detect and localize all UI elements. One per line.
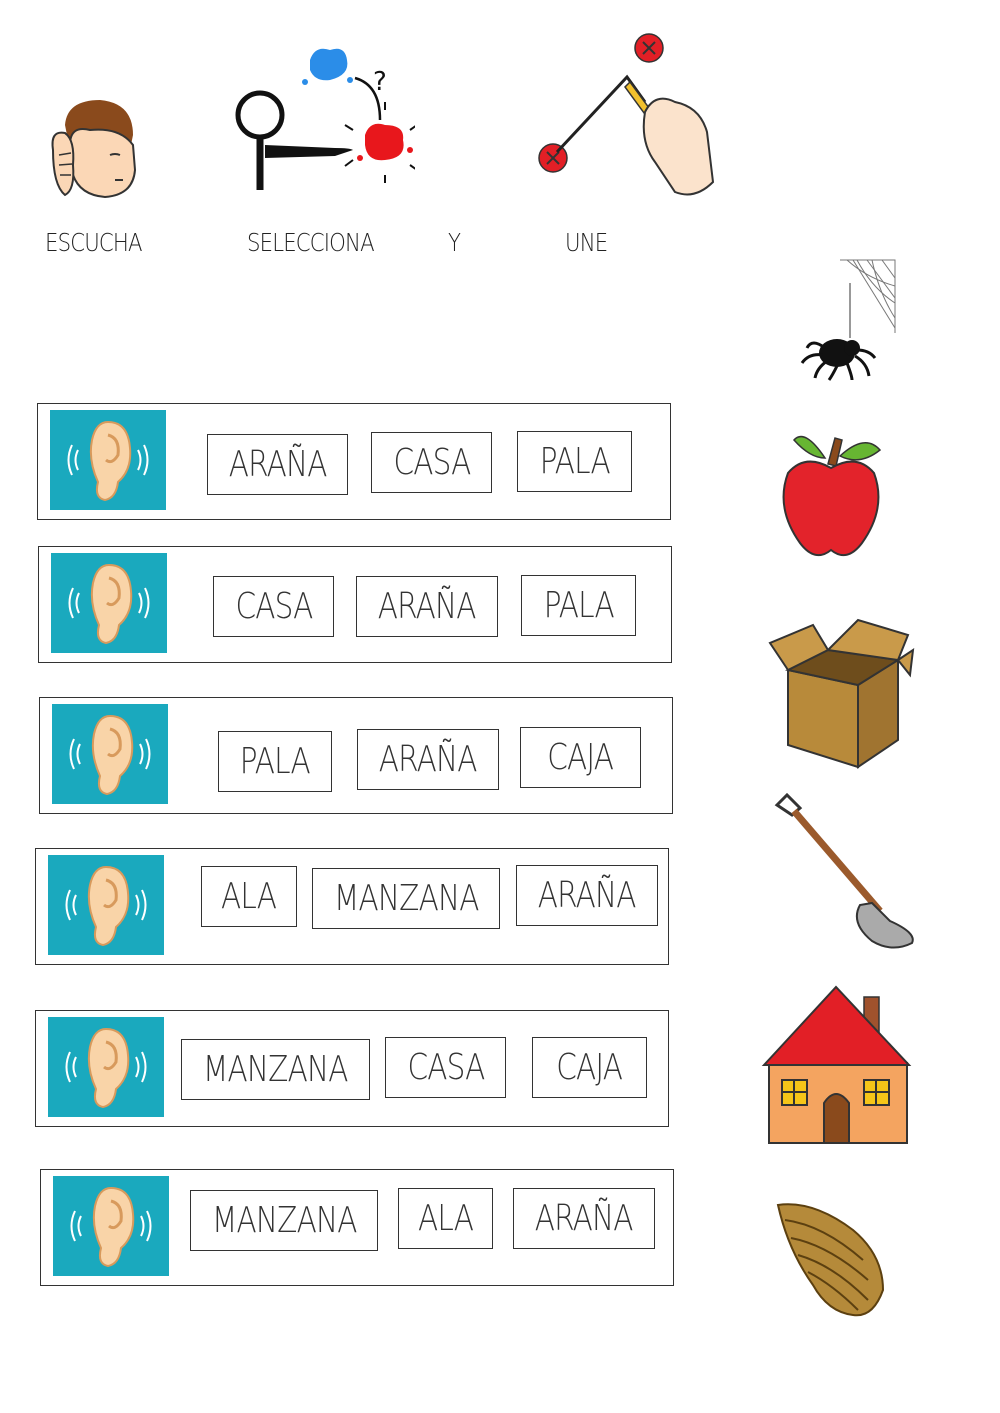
picture-apple[interactable] [780, 428, 882, 560]
svg-text:?: ? [373, 67, 387, 97]
ear-icon [53, 1176, 169, 1276]
word-option[interactable]: CAJA [520, 727, 641, 788]
instruction-listen: ESCUCHA [45, 228, 142, 257]
spider-icon [797, 258, 897, 380]
word-option[interactable]: ARAÑA [357, 729, 499, 790]
word-option[interactable]: CASA [371, 432, 492, 493]
ear-audio-button[interactable] [51, 553, 167, 653]
exercise-row-6 [40, 1169, 674, 1286]
exercise-row-3 [39, 697, 673, 814]
exercise-row-5 [35, 1010, 669, 1127]
ear-audio-button[interactable] [53, 1176, 169, 1276]
hand-drawing-line-icon [535, 32, 720, 204]
person-pointing-icon [235, 40, 415, 195]
exercise-row-2 [38, 546, 672, 663]
ear-audio-button[interactable] [48, 855, 164, 955]
ear-audio-button[interactable] [50, 410, 166, 510]
ear-icon [52, 704, 168, 804]
word-option[interactable]: ALA [398, 1188, 493, 1249]
word-option[interactable]: PALA [218, 731, 332, 792]
join-pictogram [535, 32, 720, 204]
ear-audio-button[interactable] [52, 704, 168, 804]
listen-pictogram [45, 95, 145, 205]
word-option[interactable]: ALA [201, 866, 297, 927]
ear-icon [51, 553, 167, 653]
word-option[interactable]: MANZANA [181, 1039, 370, 1100]
word-option[interactable]: PALA [521, 575, 636, 636]
word-option[interactable]: ARAÑA [516, 865, 658, 926]
word-option[interactable]: PALA [517, 431, 632, 492]
word-option[interactable]: ARAÑA [513, 1188, 655, 1249]
wing-icon [773, 1200, 885, 1318]
picture-box[interactable] [768, 615, 913, 770]
ear-audio-button[interactable] [48, 1017, 164, 1117]
word-option[interactable]: ARAÑA [207, 434, 348, 495]
word-option[interactable]: MANZANA [190, 1190, 378, 1251]
word-option[interactable]: CAJA [532, 1037, 647, 1098]
instruction-join: UNE [565, 228, 608, 257]
picture-spider[interactable] [797, 258, 897, 380]
picture-shovel[interactable] [772, 793, 917, 951]
word-option[interactable]: CASA [213, 576, 334, 637]
word-option[interactable]: CASA [385, 1037, 506, 1098]
apple-icon [780, 428, 882, 560]
exercise-row-1 [37, 403, 671, 520]
shovel-icon [772, 793, 917, 951]
house-icon [764, 985, 909, 1145]
ear-icon [50, 410, 166, 510]
listening-boy-icon [45, 95, 145, 205]
instruction-and: Y [448, 228, 461, 257]
picture-wing[interactable] [773, 1200, 885, 1318]
word-option[interactable]: ARAÑA [356, 576, 498, 637]
instruction-select: SELECCIONA [247, 228, 374, 257]
picture-house[interactable] [764, 985, 909, 1145]
select-pictogram [235, 40, 415, 195]
word-option[interactable]: MANZANA [312, 868, 500, 929]
exercise-row-4 [35, 848, 669, 965]
ear-icon [48, 855, 164, 955]
ear-icon [48, 1017, 164, 1117]
cardboard-box-icon [768, 615, 913, 770]
